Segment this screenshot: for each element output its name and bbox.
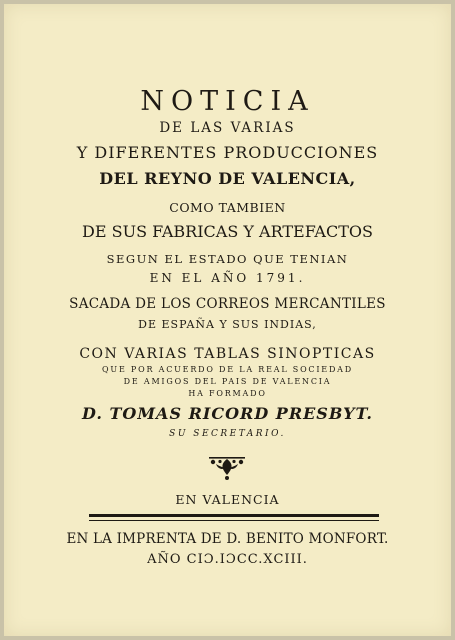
subtitle-line-13: HA FORMADO bbox=[188, 389, 267, 398]
subtitle-line-6: SEGUN EL ESTADO QUE TENIAN bbox=[106, 252, 349, 266]
subtitle-line-7: EN EL AÑO 1791. bbox=[149, 271, 306, 285]
subtitle-line-5: DE SUS FABRICAS Y ARTEFACTOS bbox=[82, 222, 373, 241]
fleuron-ornament-icon bbox=[207, 455, 247, 481]
subtitle-line-10: CON VARIAS TABLAS SINOPTICAS bbox=[79, 346, 376, 362]
document-title: NOTICIA bbox=[140, 86, 315, 117]
author-name: D. TOMAS RICORD PRESBYT. bbox=[82, 404, 373, 423]
subtitle-line-12: DE AMIGOS DEL PAIS DE VALENCIA bbox=[123, 377, 332, 386]
subtitle-line-4: COMO TAMBIEN bbox=[169, 200, 286, 215]
subtitle-line-1: DE LAS VARIAS bbox=[159, 120, 296, 136]
imprint-rule-thick bbox=[89, 514, 379, 517]
imprint-place: EN VALENCIA bbox=[175, 492, 280, 507]
subtitle-line-3: DEL REYNO DE VALENCIA, bbox=[99, 169, 356, 188]
subtitle-line-8: SACADA DE LOS CORREOS MERCANTILES bbox=[69, 296, 386, 312]
subtitle-line-9: DE ESPAÑA Y SUS INDIAS, bbox=[138, 318, 317, 331]
title-page bbox=[4, 4, 451, 636]
imprint-rule-thin bbox=[89, 520, 379, 521]
imprint-year: AÑO CIƆ.IƆCC.XCIII. bbox=[147, 552, 308, 567]
subtitle-line-11: QUE POR ACUERDO DE LA REAL SOCIEDAD bbox=[102, 365, 353, 374]
subtitle-line-2: Y DIFERENTES PRODUCCIONES bbox=[76, 143, 379, 162]
imprint-printer: EN LA IMPRENTA DE D. BENITO MONFORT. bbox=[66, 531, 389, 547]
author-role: SU SECRETARIO. bbox=[169, 429, 286, 439]
